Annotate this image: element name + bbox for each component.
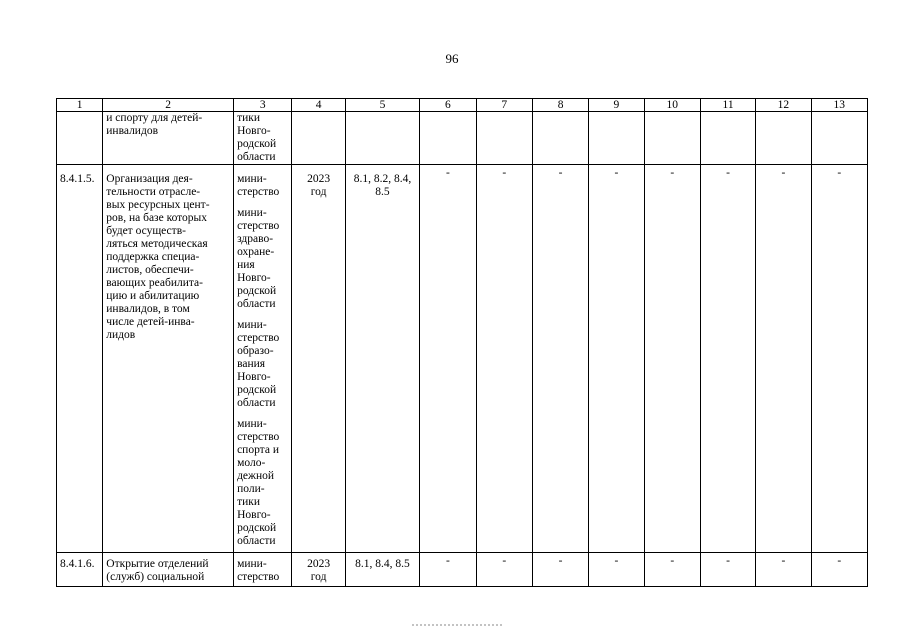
row-indicators-cell: 8.1, 8.2, 8.4, 8.5 [345,165,419,553]
empty-cell [292,112,345,165]
empty-cell [476,112,532,165]
value-cell: - [811,165,867,553]
value-cell: - [700,553,755,587]
empty-cell [532,112,588,165]
header-cell: 8 [532,99,588,112]
row-name-cell: Открытие отделений (служб) социальной [103,553,234,587]
value-cell: - [644,553,700,587]
header-cell: 7 [476,99,532,112]
value-cell: - [589,165,644,553]
scan-artifact [412,624,502,636]
row-name-cell: и спорту для детей- инвалидов [103,112,234,165]
column-number-header [57,99,868,112]
header-cell: 10 [644,99,700,112]
org-entry: мини- стерство спорта и моло- дежной поли- тики Новго- родской области [237,418,280,547]
value-cell: - [756,553,811,587]
header-cell: 12 [756,99,811,112]
table-row-continuation [57,112,868,165]
header-cell: 6 [420,99,476,112]
header-cell: 9 [589,99,644,112]
row-org-cell: тики Новго- родской области [234,112,292,165]
value-cell: - [420,165,476,553]
empty-cell [700,112,755,165]
empty-cell [756,112,811,165]
row-org-cell [234,165,292,553]
header-cell: 5 [345,99,419,112]
value-cell: - [644,165,700,553]
org-entry: мини- стерство образо- вания Новго- родской области [237,319,280,409]
empty-cell [589,112,644,165]
value-cell: - [700,165,755,553]
value-cell: - [589,553,644,587]
value-cell: - [756,165,811,553]
empty-cell [811,112,867,165]
org-entry: мини- стерство здраво- охране- ния Новго- родской области [237,207,280,310]
row-code-cell: 8.4.1.5. [57,165,103,553]
header-cell: 1 [57,99,103,112]
value-cell: - [420,553,476,587]
row-code-cell [57,112,103,165]
plan-table [56,98,868,587]
header-cell: 13 [811,99,867,112]
value-cell: - [476,165,532,553]
row-term-cell: 2023 год [292,553,345,587]
table-row-8-4-1-5 [57,165,868,553]
header-cell: 3 [234,99,292,112]
header-cell: 11 [700,99,755,112]
row-name-cell: Организация дея- тельности отрасле- вых ресурсных цент- ров, на базе которых будет осуществ- ляться методическая поддержка специа- листов, обеспечи- вающих реабилита- цию и абилитацию инвалидов, в том числе детей-инва- лидов [103,165,234,553]
value-cell: - [532,553,588,587]
header-cell: 2 [103,99,234,112]
table-row-8-4-1-6 [57,553,868,587]
value-cell: - [811,553,867,587]
header-cell: 4 [292,99,345,112]
page-number: 96 [445,51,459,66]
row-term-cell: 2023 год [292,165,345,553]
row-org-cell: мини- стерство [234,553,292,587]
empty-cell [420,112,476,165]
value-cell: - [532,165,588,553]
empty-cell [345,112,419,165]
row-code-cell: 8.4.1.6. [57,553,103,587]
empty-cell [644,112,700,165]
org-entry: мини- стерство [237,173,280,198]
value-cell: - [476,553,532,587]
row-indicators-cell: 8.1, 8.4, 8.5 [345,553,419,587]
